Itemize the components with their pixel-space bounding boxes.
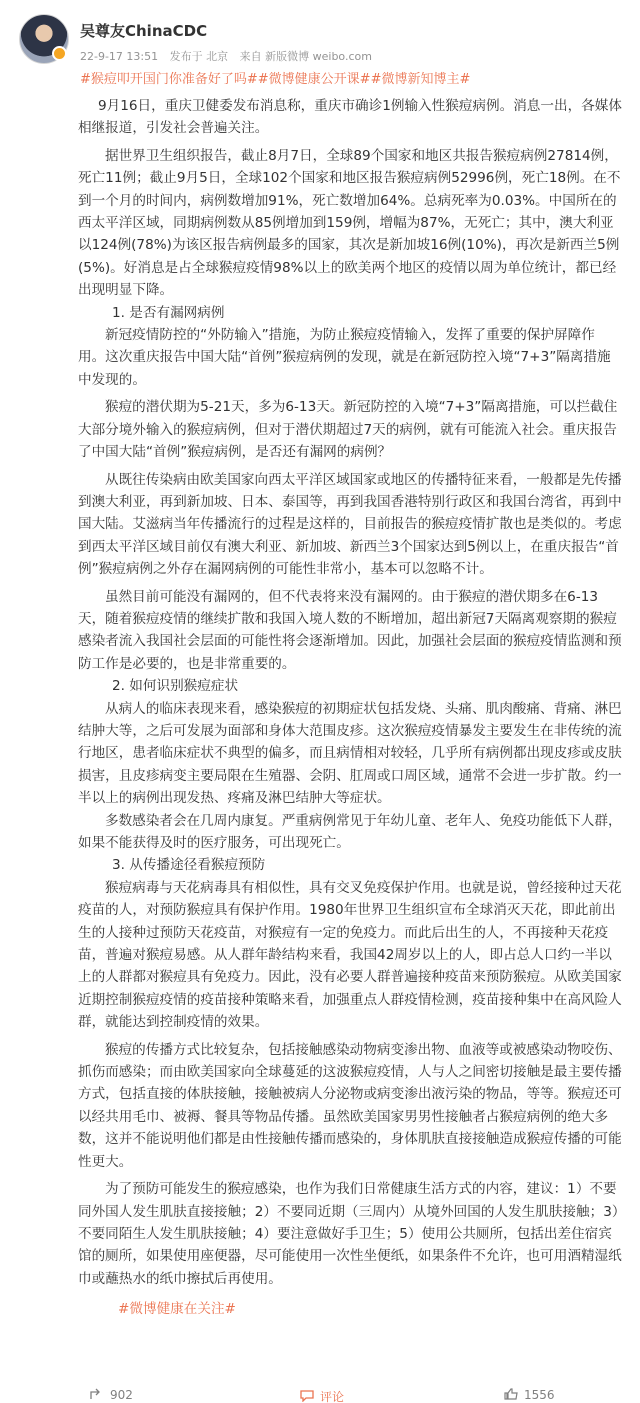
section-heading: 3. 从传播途径看猴痘预防 [112,857,266,874]
paragraph: 据世界卫生组织报告，截止8月7日，全球89个国家和地区共报告猴痘病例27814例，死亡11例；截止9月5日，全球102个国家和地区报告猴痘病例52996例，死亡18例。在不到一个月的时间内，病例数增加91%，死亡数增加64%。总病死率为0.03%。中国所在的西太平洋区域，同期病例数从85例增加到159例，增幅为87%，无死亡；其中，澳大利亚以124例(78%)为该区报告病例最多的国家，其次是新加坡16例(10%)，再次是新西兰5例(5%)。好消息是占全球猴痘疫情98%以上的欧美两个地区的疫情以周为单位统计，都已经出现明显下降。 [78,147,621,299]
post-timestamp[interactable]: 22-9-17 13:51 [80,50,159,63]
post-body [78,95,622,1321]
post-header [0,0,640,92]
repost-count: 902 [110,1388,133,1402]
paragraph: 猴痘的潜伏期为5-21天，多为6-13天。新冠防控的入境“7+3”隔离措施，可以拦截住大部分境外输入的猴痘病例，但对于潜伏期超过7天的病例，就有可能流入社会。重庆报告了中国大陆“首例”猴痘病例，是否还有漏网的病例？ [78,399,618,461]
post-source: 来自 新版微博 weibo.com [239,50,372,63]
comment-button[interactable] [300,1388,344,1403]
like-count: 1556 [524,1388,555,1402]
paragraph: 多数感染者会在几周内康复。严重病例常见于年幼儿童、老年人、免疫功能低下人群，如果不能获得及时的医疗服务，可出现死亡。 [78,812,622,851]
post-meta [80,48,380,64]
paragraph: 从既往传染病由欧美国家向西太平洋区域国家或地区的传播特征来看，一般都是先传播到澳大利亚，再到新加坡、日本、泰国等，再到我国香港特别行政区和我国台湾省，再到中国大陆。艾滋病当年传播流行的过程是这样的，目前报告的猴痘疫情扩散也是类似的。考虑到西太平洋区域目前仅有澳大利亚、新加坡、新西兰3个国家达到5例以上，在重庆报告“首例”猴痘病例之外存在漏网病例的可能性非常小，基本可以忽略不计。 [78,471,622,578]
paragraph: 猴痘的传播方式比较复杂，包括接触感染动物病变渗出物、血液等或被感染动物咬伤、抓伤而感染；而由欧美国家向全球蔓延的这波猴痘疫情，人与人之间密切接触是最主要传播方式，包括直接的体肤接触，接触被病人分泌物或病变渗出液污染的物品，等等。猴痘还可以经共用毛巾、被褥、餐具等物品传播。虽然欧美国家男男性接触者占猴痘病例的绝大多数，这并不能说明他们都是由性接触传播而感染的，身体肌肤直接接触造成猴痘传播的可能性更大。 [78,1041,622,1170]
paragraph: 为了预防可能发生的猴痘感染，也作为我们日常健康生活方式的内容，建议：1）不要同外国人发生肌肤直接接触；2）不要同近期（三周内）从境外回国的人发生肌肤接触；3）不要同陌生人发生肌肤接触；4）要注意做好手卫生；5）使用公共厕所，包括出差住宿宾馆的厕所，如果使用座便器，尽可能使用一次性坐便纸，如果条件不允许，也可用酒精湿纸巾或蘸热水的纸巾擦拭后再使用。 [78,1181,622,1287]
paragraph: 从病人的临床表现来看，感染猴痘的初期症状包括发烧、头痛、肌肉酸痛、背痛、淋巴结肿大等，之后可发展为面部和身体大范围皮疹。这次猴痘疫情暴发主要发生在非传统的流行地区，患者临床症状不典型的偏多，而且病情相对较轻，几乎所有病例都出现皮疹或皮肤损害，且皮疹病变主要局限在生殖器、会阴、肛周或口周区域，通常不会进一步扩散。约一半以上的病例出现发热、疼痛及淋巴结肿大等症状。 [78,700,622,807]
paragraph: 9月16日，重庆卫健委发布消息称，重庆市确诊1例输入性猴痘病例。消息一出，各媒体相继报道，引发社会普遍关注。 [78,98,622,137]
paragraph: 猴痘病毒与天花病毒具有相似性，具有交叉免疫保护作用。也就是说，曾经接种过天花疫苗的人，对预防猴痘具有保护作用。1980年世界卫生组织宣布全球消灭天花，即此前出生的人接种过预防天花疫苗，对猴痘有一定的免疫力。而此后出生的人，不再接种天花疫苗，普遍对猴痘易感。从人群年龄结构来看，我国42周岁以上的人，即占总人口约一半以上的人群都对猴痘具有免疫力。因此，没有必要人群普遍接种疫苗来预防猴痘。从欧美国家近期控制猴痘疫情的疫苗接种策略来看，加强重点人群疫情检测，疫苗接种集中在高风险人群，就能达到控制疫情的效果。 [78,879,622,1031]
verified-badge-icon [52,46,67,61]
section-heading: 2. 如何识别猴痘症状 [112,678,239,695]
action-bar [78,1386,640,1403]
paragraph: 新冠疫情防控的“外防输入”措施，为防止猴痘疫情输入，发挥了重要的保护屏障作用。这次重庆报告中国大陆“首例”猴痘病例的发现，就是在新冠防控入境“7+3”隔离措施中发现的。 [78,327,611,388]
section-heading: 1. 是否有漏网病例 [112,304,225,321]
repost-icon [90,1388,104,1400]
post-location: 发布于 北京 [169,50,229,63]
like-button[interactable] [504,1388,555,1402]
author-name[interactable]: 吴尊友ChinaCDC [80,22,208,40]
hashtag-links[interactable]: #猴痘叩开国门你准备好了吗##微博健康公开课##微博新知博主# [80,72,471,87]
repost-button[interactable] [90,1388,133,1402]
comment-label: 评论 [320,1390,345,1403]
paragraph: 虽然目前可能没有漏网的，但不代表将来没有漏网的。由于猴痘的潜伏期多在6-13天，随着猴痘疫情的继续扩散和我国入境人数的不断增加，超出新冠7天隔离观察期的猴痘感染者流入我国社会层面的可能性将会逐渐增加。因此，加强社会层面的猴痘疫情监测和预防工作是必要的，也是非常重要的。 [78,588,622,672]
footer-hashtag-link[interactable]: #微博健康在关注# [118,1301,236,1318]
like-icon [504,1388,518,1400]
comment-icon [300,1390,314,1402]
